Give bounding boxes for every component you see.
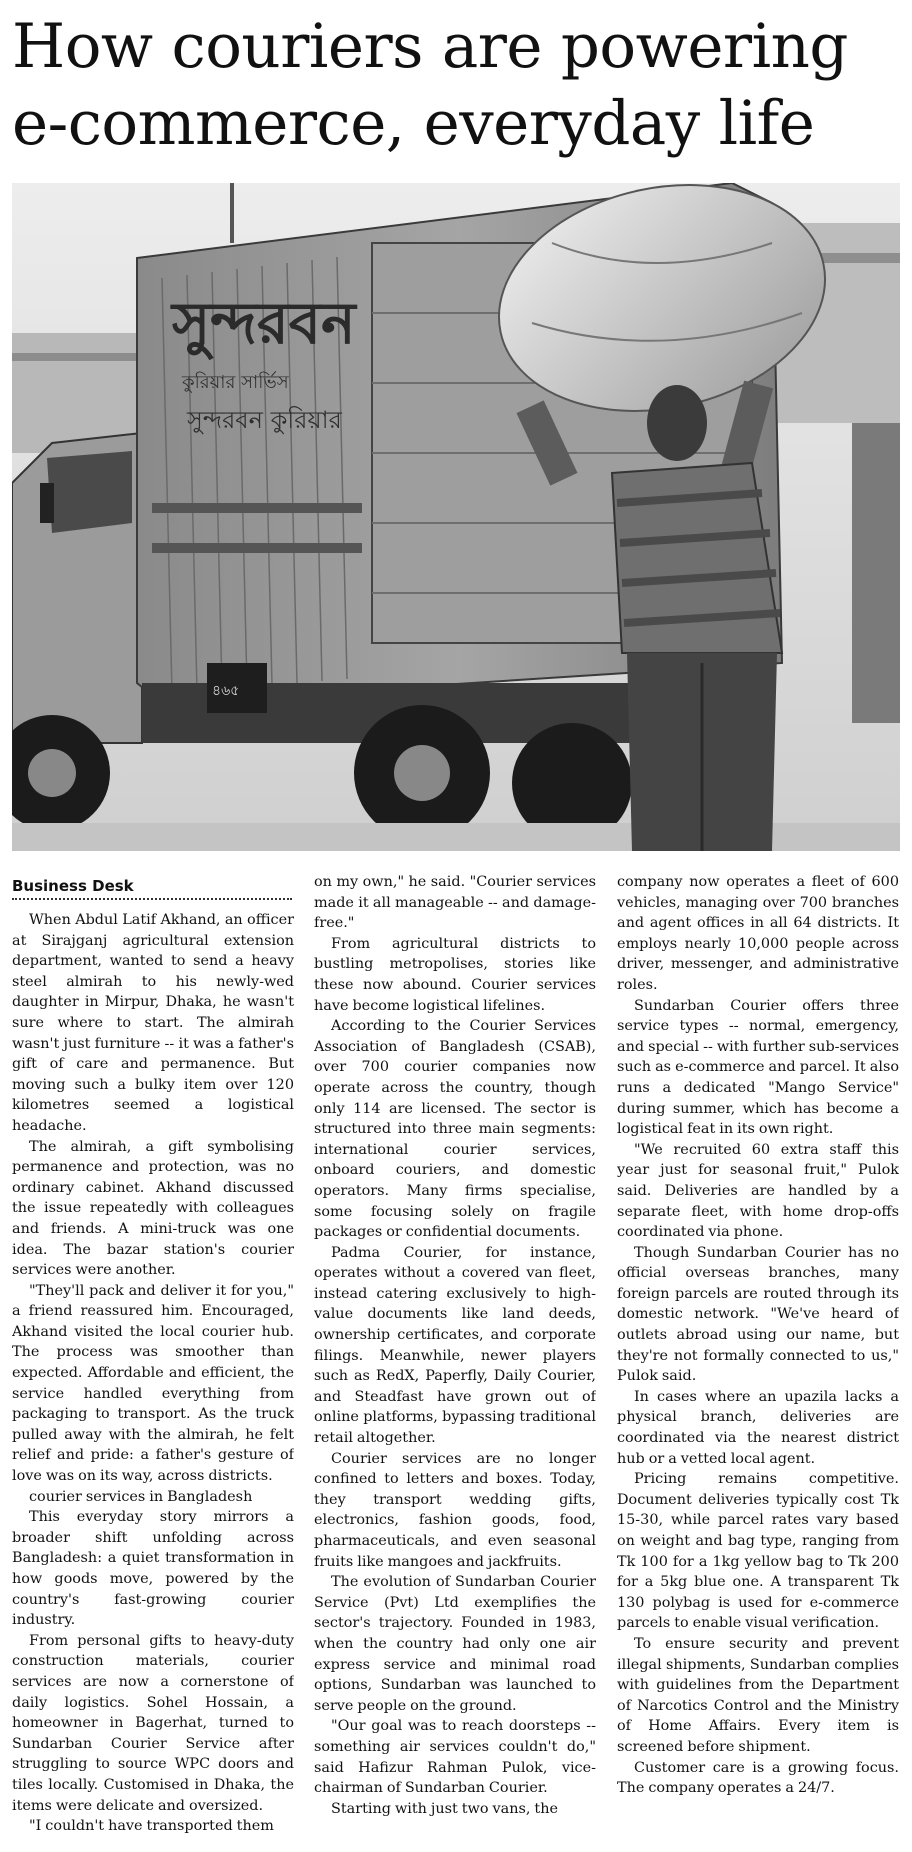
article-headline: How couriers are powering e-commerce, everyday life (12, 11, 848, 159)
truck-sign-subtitle-2: সুন্দরবন কুরিয়ার (187, 406, 342, 434)
license-plate: ৪৬৫ (212, 683, 240, 699)
paragraph: From agricultural districts to bustling metropolises, stories like these now abound. Courier services have become logistical lifelines. (314, 935, 596, 1014)
byline: Business Desk (12, 876, 292, 900)
paragraph: "Our goal was to reach doorsteps -- something air services couldn't do," said Hafizur Rahman Pulok, vice-chairman of Sundarban Courier. (314, 1718, 596, 1797)
paragraph: When Abdul Latif Akhand, an officer at Sirajganj agricultural extension department, wanted to send a heavy steel almirah to his newly-wed daughter in Mirpur, Dhaka, he wasn't sure where to start. The almirah wasn't just furniture -- it was a father's gift of care and permanence. But moving such a bulky item over 120 kilometres seemed a logistical headache. (12, 912, 294, 1134)
paragraph: company now operates a fleet of 600 vehicles, managing over 700 branches and agent offices in all 64 districts. It employs nearly 10,000 people across driver, messenger, and administrative roles. (617, 874, 899, 993)
courier-truck-photo (12, 183, 900, 851)
paragraph: To ensure security and prevent illegal shipments, Sundarban complies with guidelines from the Department of Narcotics Control and the Ministry of Home Affairs. Every item is screened before shipment. (617, 1635, 899, 1755)
paragraph: "They'll pack and deliver it for you," a friend reassured him. Encouraged, Akhand visited the local courier hub. The process was smoother than expected. Affordable and efficient, the service handled everything from packaging to transport. As the truck pulled away with the almirah, he felt relief and pride: a father's gesture of love was on its way, across districts. (12, 1282, 294, 1485)
subheading: courier services in Bangladesh (29, 1488, 253, 1505)
truck-sign-subtitle: কুরিয়ার সার্ভিস (182, 372, 289, 393)
paragraph: Though Sundarban Courier has no official overseas branches, many foreign parcels are routed through its domestic network. "We've heard of outlets abroad using our name, but they're not formally connected to us," Pulok said. (617, 1244, 899, 1385)
paragraph: Pricing remains competitive. Document deliveries typically cost Tk 15-30, while parcel rates vary based on weight and bag type, ranging from Tk 100 for a 1kg yellow bag to Tk 200 for a 5kg blue one. A transparent Tk 130 polybag is used for e-commerce parcels to enable visual verification. (617, 1471, 899, 1632)
paragraph: The evolution of Sundarban Courier Service (Pvt) Ltd exemplifies the sector's trajectory. Founded in 1983, when the country had only one air express service and minimal road options, Sundarban was launched to serve people on the ground. (314, 1574, 596, 1714)
paragraph: on my own," he said. "Courier services made it all manageable -- and damage-free." (314, 874, 596, 932)
paragraph: Sundarban Courier offers three service types -- normal, emergency, and special -- with further sub-services such as e-commerce and parcel. It also runs a dedicated "Mango Service" during summer, which has become a logistical feat in its own right. (617, 997, 899, 1138)
paragraph: Courier services are no longer confined to letters and boxes. Today, they transport wedding gifts, electronics, fashion goods, food, pharmaceuticals, and even seasonal fruits like mangoes and jackfruits. (314, 1450, 596, 1570)
paragraph: According to the Courier Services Association of Bangladesh (CSAB), over 700 courier companies now operate across the country, though only 114 are licensed. The sector is structured into three main segments: international courier services, onboard couriers, and domestic operators. Many firms specialise, some focusing solely on fragile packages or confidential documents. (314, 1018, 596, 1241)
article-column-1 (12, 910, 294, 1852)
paragraph: This everyday story mirrors a broader shift unfolding across Bangladesh: a quiet transformation in how goods move, powered by the country's fast-growing courier industry. (12, 1509, 294, 1629)
paragraph: "I couldn't have transported them (29, 1818, 274, 1835)
paragraph: From personal gifts to heavy-duty construction materials, courier services are now a cornerstone of daily logistics. Sohel Hossain, a homeowner in Bagerhat, turned to Sundarban Courier Service after struggling to source WPC doors and tiles locally. Customised in Dhaka, the items were delicate and oversized. (12, 1632, 294, 1814)
paragraph: Customer care is a growing focus. The company operates a 24/7. (617, 1759, 899, 1797)
paragraph: Padma Courier, for instance, operates without a covered van fleet, instead catering exclusively to high-value documents like land deeds, ownership certificates, and corporate filings. Meanwhile, newer players such as RedX, Paperfly, Daily Courier, and Steadfast have grown out of online platforms, bypassing traditional retail altogether. (314, 1244, 596, 1447)
truck-sign-text: সুন্দরবন (172, 289, 356, 357)
paragraph: "We recruited 60 extra staff this year just for seasonal fruit," Pulok said. Deliveries are handled by a separate fleet, with home drop-offs coordinated via phone. (617, 1141, 899, 1241)
article-photo (12, 183, 900, 851)
paragraph: In cases where an upazila lacks a physical branch, deliveries are coordinated via the nearest district hub or a vetted local agent. (617, 1388, 899, 1467)
article-column-2 (314, 872, 596, 1852)
paragraph: The almirah, a gift symbolising permanence and protection, was no ordinary cabinet. Akhand discussed the issue repeatedly with colleagues and friends. A mini-truck was one idea. The bazar station's courier services were another. (12, 1138, 294, 1279)
article-column-3 (617, 872, 899, 1852)
paragraph: Starting with just two vans, the (331, 1800, 558, 1817)
